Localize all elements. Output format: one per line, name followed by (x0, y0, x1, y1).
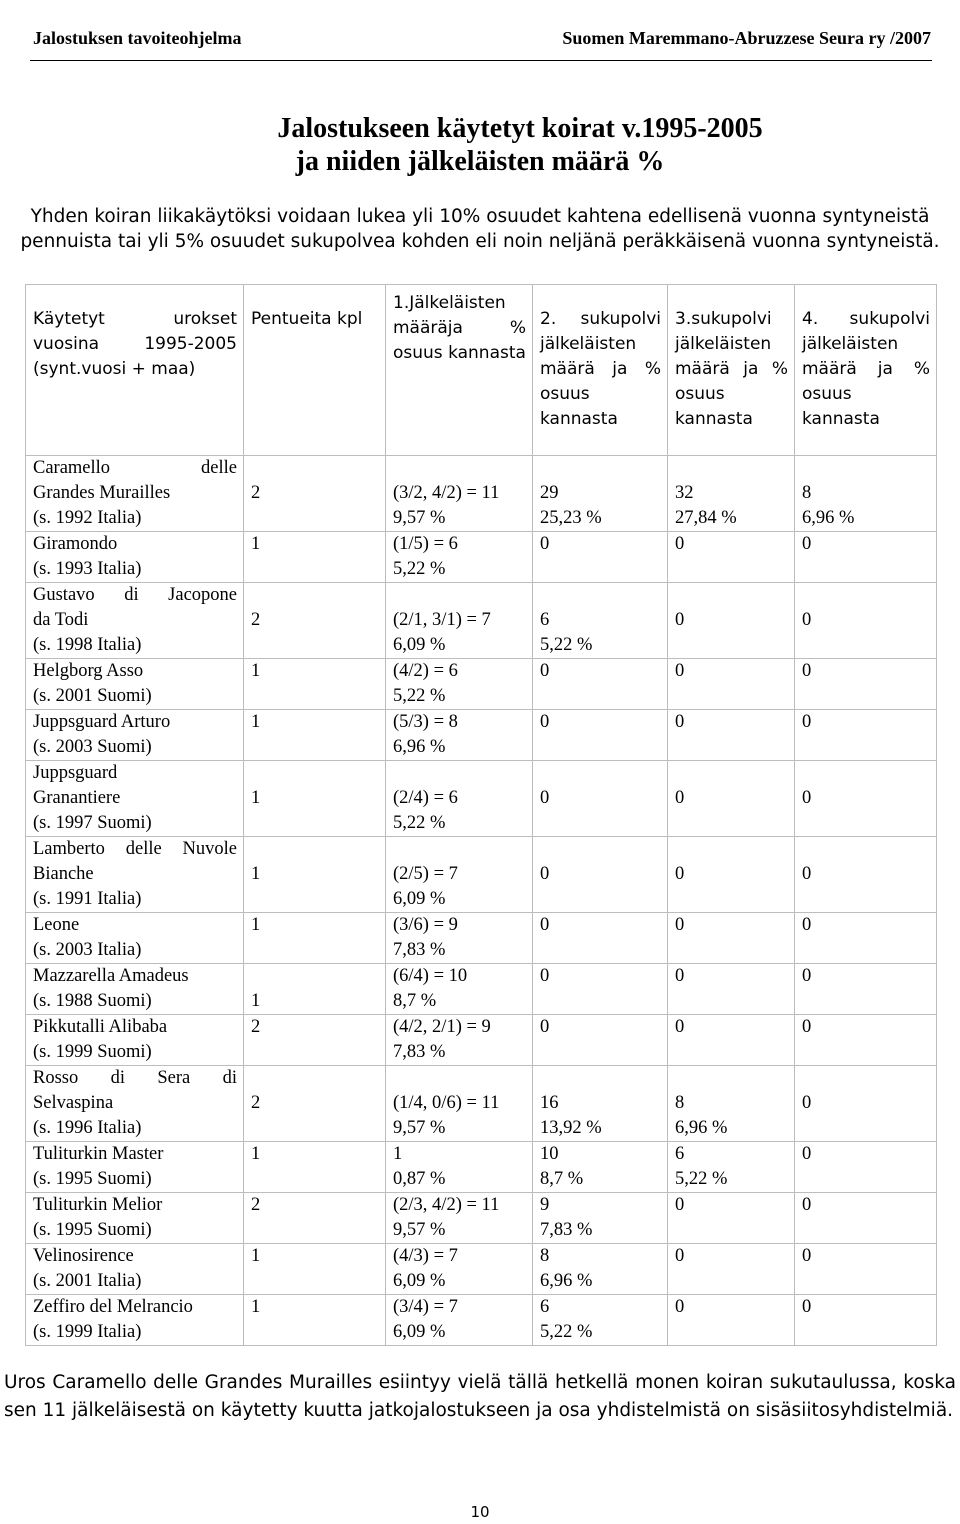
table-header-cell (26, 285, 244, 456)
g2-line: 0 (540, 966, 550, 986)
g2-cell (533, 532, 668, 583)
g2-line: 8,7 % (540, 1169, 584, 1189)
g1-line: (3/4) = 7 (393, 1297, 458, 1317)
g1-line: 9,57 % (393, 508, 446, 528)
dog-name-line: Grandes Murailles (33, 483, 171, 503)
g1-line: (1/4, 0/6) = 11 (393, 1093, 500, 1113)
g1-line: 5,22 % (393, 686, 446, 706)
table-header-cell (668, 285, 795, 456)
intro-line-2: pennuista tai yli 5% osuudet sukupolvea kohden eli noin neljänä peräkkäisenä vuonna syntyneistä. (20, 231, 940, 252)
g4-line: 8 (802, 483, 812, 503)
dog-name-line: (s. 1997 Suomi) (33, 813, 152, 833)
g3-line: 32 (675, 483, 694, 503)
g1-cell (386, 1244, 533, 1295)
litters-value: 2 (251, 483, 261, 503)
g4-line: 0 (802, 1093, 812, 1113)
table-header-text: 2. sukupolvi jälkeläisten määrä ja % osuus kannasta (540, 309, 661, 429)
g1-line: (6/4) = 10 (393, 966, 468, 986)
g1-line: 6,09 % (393, 889, 446, 909)
litters-cell (244, 1244, 386, 1295)
g1-line: (4/3) = 7 (393, 1246, 458, 1266)
g2-cell (533, 964, 668, 1015)
g4-cell (795, 659, 937, 710)
dog-name-line: (s. 1992 Italia) (33, 508, 142, 528)
g3-cell (668, 964, 795, 1015)
g2-cell (533, 456, 668, 532)
g1-cell (386, 1066, 533, 1142)
g2-line: 0 (540, 534, 550, 554)
g2-line: 0 (540, 788, 550, 808)
g2-line: 6 (540, 610, 550, 630)
dog-name-cell (26, 1295, 244, 1346)
dog-name-line: Pikkutalli Alibaba (33, 1017, 168, 1037)
header-divider (30, 60, 932, 61)
dog-name-line: (s. 1995 Suomi) (33, 1169, 152, 1189)
g1-cell (386, 456, 533, 532)
dog-name-line: (s. 1996 Italia) (33, 1118, 142, 1138)
g3-cell (668, 456, 795, 532)
dog-name-line: Gustavo di Jacopone (33, 585, 237, 605)
dog-name-cell (26, 1244, 244, 1295)
litters-value: 1 (251, 1246, 261, 1266)
g2-line: 6 (540, 1297, 550, 1317)
g3-line: 0 (675, 966, 685, 986)
g4-cell (795, 913, 937, 964)
table-header-text: 4. sukupolvi jälkeläisten määrä ja % osuus kannasta (802, 309, 930, 429)
dog-name-line: (s. 2001 Suomi) (33, 686, 152, 706)
table-row (26, 532, 937, 583)
litters-cell (244, 761, 386, 837)
g1-line: 6,09 % (393, 1271, 446, 1291)
g1-cell (386, 1142, 533, 1193)
g1-line: 0,87 % (393, 1169, 446, 1189)
g3-cell (668, 761, 795, 837)
g4-cell (795, 761, 937, 837)
dog-name-line: Helgborg Asso (33, 661, 144, 681)
dog-name-cell (26, 456, 244, 532)
g2-cell (533, 1066, 668, 1142)
g2-line: 8 (540, 1246, 550, 1266)
g3-line: 8 (675, 1093, 685, 1113)
dog-name-line: (s. 2003 Italia) (33, 940, 142, 960)
dog-name-line: Juppsguard (33, 763, 118, 783)
dog-name-cell (26, 837, 244, 913)
dog-name-line: (s. 1999 Suomi) (33, 1042, 152, 1062)
litters-value: 1 (251, 712, 261, 732)
dog-name-line: Caramello delle (33, 458, 237, 478)
litters-value: 1 (251, 534, 261, 554)
g3-line: 0 (675, 915, 685, 935)
g4-cell (795, 1066, 937, 1142)
dog-name-cell (26, 964, 244, 1015)
litters-value: 2 (251, 1195, 261, 1215)
g1-line: 7,83 % (393, 940, 446, 960)
g3-line: 0 (675, 610, 685, 630)
litters-value: 1 (251, 788, 261, 808)
g4-line: 0 (802, 1017, 812, 1037)
g3-cell (668, 1142, 795, 1193)
g1-line: 6,09 % (393, 635, 446, 655)
g2-cell (533, 1193, 668, 1244)
dog-name-line: Mazzarella Amadeus (33, 966, 189, 986)
g1-cell (386, 659, 533, 710)
litters-cell (244, 913, 386, 964)
g4-cell (795, 1244, 937, 1295)
table-header-cell (386, 285, 533, 456)
g2-cell (533, 913, 668, 964)
g2-line: 29 (540, 483, 559, 503)
dog-name-line: Bianche (33, 864, 94, 884)
litters-cell (244, 583, 386, 659)
g4-cell (795, 1193, 937, 1244)
g2-cell (533, 837, 668, 913)
page-subtitle: ja niiden jälkeläisten määrä % (295, 146, 665, 177)
g4-line: 0 (802, 712, 812, 732)
dog-name-line: Rosso di Sera di (33, 1068, 237, 1088)
breeding-table (25, 284, 937, 1346)
dog-name-cell (26, 710, 244, 761)
dog-name-cell (26, 583, 244, 659)
g1-line: (1/5) = 6 (393, 534, 458, 554)
g2-cell (533, 761, 668, 837)
dog-name-cell (26, 1015, 244, 1066)
g1-line: (5/3) = 8 (393, 712, 458, 732)
dog-name-line: (s. 1998 Italia) (33, 635, 142, 655)
dog-name-line: Tuliturkin Melior (33, 1195, 163, 1215)
litters-cell (244, 1295, 386, 1346)
dog-name-line: Selvaspina (33, 1093, 114, 1113)
g3-line: 0 (675, 788, 685, 808)
g2-line: 5,22 % (540, 1322, 593, 1342)
g1-line: 8,7 % (393, 991, 437, 1011)
page-title: Jalostukseen käytetyt koirat v.1995-2005 (277, 113, 763, 144)
g2-cell (533, 1295, 668, 1346)
g2-cell (533, 1244, 668, 1295)
g2-line: 9 (540, 1195, 550, 1215)
g1-cell (386, 532, 533, 583)
g3-line: 0 (675, 1017, 685, 1037)
g1-cell (386, 761, 533, 837)
dog-name-line: Tuliturkin Master (33, 1144, 164, 1164)
g3-cell (668, 532, 795, 583)
g4-line: 0 (802, 1195, 812, 1215)
g3-cell (668, 1193, 795, 1244)
g2-line: 16 (540, 1093, 559, 1113)
table-row (26, 710, 937, 761)
g1-line: (2/3, 4/2) = 11 (393, 1195, 500, 1215)
page-number: 10 (470, 1503, 490, 1521)
g2-line: 6,96 % (540, 1271, 593, 1291)
dog-name-line: Leone (33, 915, 80, 935)
dog-name-line: (s. 2003 Suomi) (33, 737, 152, 757)
table-row (26, 1142, 937, 1193)
dog-name-line: (s. 1995 Suomi) (33, 1220, 152, 1240)
g3-cell (668, 1066, 795, 1142)
table-row (26, 456, 937, 532)
table-row (26, 1066, 937, 1142)
g1-line: (4/2) = 6 (393, 661, 458, 681)
dog-name-line: (s. 1988 Suomi) (33, 991, 152, 1011)
g3-cell (668, 710, 795, 761)
litters-value: 2 (251, 1017, 261, 1037)
g4-line: 0 (802, 534, 812, 554)
litters-value: 1 (251, 991, 261, 1011)
litters-value: 2 (251, 1093, 261, 1113)
litters-cell (244, 710, 386, 761)
intro-paragraph (0, 204, 960, 254)
g3-line: 6 (675, 1144, 685, 1164)
litters-value: 1 (251, 864, 261, 884)
g4-line: 6,96 % (802, 508, 855, 528)
dog-name-line: Lamberto delle Nuvole (33, 839, 237, 859)
table-row (26, 913, 937, 964)
dog-name-line: (s. 2001 Italia) (33, 1271, 142, 1291)
g2-line: 10 (540, 1144, 559, 1164)
g3-line: 0 (675, 661, 685, 681)
g2-cell (533, 710, 668, 761)
litters-cell (244, 659, 386, 710)
g4-cell (795, 532, 937, 583)
g1-line: (4/2, 2/1) = 9 (393, 1017, 491, 1037)
g3-cell (668, 837, 795, 913)
litters-value: 1 (251, 915, 261, 935)
table-header-text: Käytetyt urokset vuosina 1995-2005 (synt.vuosi + maa) (33, 309, 237, 379)
table-row (26, 1295, 937, 1346)
g1-line: 6,96 % (393, 737, 446, 757)
dog-name-cell (26, 532, 244, 583)
g4-cell (795, 837, 937, 913)
g1-line: (2/5) = 7 (393, 864, 458, 884)
g2-line: 0 (540, 1017, 550, 1037)
g1-line: (2/1, 3/1) = 7 (393, 610, 491, 630)
g4-cell (795, 964, 937, 1015)
g2-cell (533, 1142, 668, 1193)
table-row (26, 659, 937, 710)
g3-line: 0 (675, 864, 685, 884)
g2-line: 0 (540, 661, 550, 681)
litters-cell (244, 1142, 386, 1193)
g4-line: 0 (802, 966, 812, 986)
g1-line: (2/4) = 6 (393, 788, 458, 808)
g1-line: 9,57 % (393, 1220, 446, 1240)
g2-cell (533, 659, 668, 710)
g4-cell (795, 456, 937, 532)
g1-cell (386, 1015, 533, 1066)
g4-cell (795, 1015, 937, 1066)
g3-line: 0 (675, 1297, 685, 1317)
g4-line: 0 (802, 610, 812, 630)
g1-line: (3/6) = 9 (393, 915, 458, 935)
g2-cell (533, 1015, 668, 1066)
g1-line: 6,09 % (393, 1322, 446, 1342)
litters-cell (244, 1066, 386, 1142)
litters-cell (244, 1015, 386, 1066)
g4-line: 0 (802, 1246, 812, 1266)
dog-name-line: Juppsguard Arturo (33, 712, 171, 732)
litters-cell (244, 532, 386, 583)
table-header-text: Pentueita kpl (251, 309, 363, 329)
table-header-cell (795, 285, 937, 456)
litters-value: 1 (251, 661, 261, 681)
litters-cell (244, 1193, 386, 1244)
g1-cell (386, 1193, 533, 1244)
g3-line: 27,84 % (675, 508, 737, 528)
g3-line: 0 (675, 1195, 685, 1215)
dog-name-line: Zeffiro del Melrancio (33, 1297, 193, 1317)
g3-cell (668, 1295, 795, 1346)
g4-line: 0 (802, 1144, 812, 1164)
g1-cell (386, 837, 533, 913)
g4-cell (795, 1295, 937, 1346)
g4-line: 0 (802, 1297, 812, 1317)
table-row (26, 964, 937, 1015)
litters-cell (244, 837, 386, 913)
g4-line: 0 (802, 661, 812, 681)
g4-line: 0 (802, 915, 812, 935)
table-header-text: 1.Jälkeläisten määräja % osuus kannasta (393, 293, 526, 363)
table-header-cell (244, 285, 386, 456)
g2-line: 7,83 % (540, 1220, 593, 1240)
table-header-row (26, 285, 937, 456)
litters-cell (244, 964, 386, 1015)
g2-cell (533, 583, 668, 659)
g2-line: 0 (540, 915, 550, 935)
g1-line: 7,83 % (393, 1042, 446, 1062)
g2-line: 13,92 % (540, 1118, 602, 1138)
litters-cell (244, 456, 386, 532)
g2-line: 0 (540, 712, 550, 732)
g3-line: 0 (675, 1246, 685, 1266)
dog-name-line: Giramondo (33, 534, 118, 554)
g1-cell (386, 1295, 533, 1346)
litters-value: 1 (251, 1297, 261, 1317)
table-row (26, 583, 937, 659)
dog-name-line: (s. 1993 Italia) (33, 559, 142, 579)
g1-line: 5,22 % (393, 559, 446, 579)
g1-line: 5,22 % (393, 813, 446, 833)
table-row (26, 1193, 937, 1244)
litters-value: 1 (251, 1144, 261, 1164)
g4-cell (795, 710, 937, 761)
g4-line: 0 (802, 788, 812, 808)
g1-cell (386, 583, 533, 659)
dog-name-cell (26, 1066, 244, 1142)
g3-line: 6,96 % (675, 1118, 728, 1138)
g4-cell (795, 1142, 937, 1193)
g3-cell (668, 1244, 795, 1295)
litters-value: 2 (251, 610, 261, 630)
table-row (26, 761, 937, 837)
g2-line: 0 (540, 864, 550, 884)
dog-name-cell (26, 913, 244, 964)
g2-line: 25,23 % (540, 508, 602, 528)
table-row (26, 837, 937, 913)
intro-line-1: Yhden koiran liikakäytöksi voidaan lukea yli 10% osuudet kahtena edellisenä vuonna syntyneistä (30, 206, 930, 227)
g3-cell (668, 913, 795, 964)
table-header-text: 3.sukupolvi jälkeläisten määrä ja % osuus kannasta (675, 309, 788, 429)
dog-name-cell (26, 659, 244, 710)
dog-name-line: (s. 1999 Italia) (33, 1322, 142, 1342)
g4-line: 0 (802, 864, 812, 884)
footer-paragraph: Uros Caramello delle Grandes Murailles esiintyy vielä tällä hetkellä monen koiran sukutaulussa, koska sen 11 jälkeläisestä on käytetty kuutta jatkojalostukseen ja osa yhdistelmistä on sisäsiitosyhdistelmiä. (4, 1372, 956, 1421)
dog-name-line: da Todi (33, 610, 89, 630)
g3-line: 5,22 % (675, 1169, 728, 1189)
g1-cell (386, 964, 533, 1015)
table-row (26, 1244, 937, 1295)
g3-cell (668, 583, 795, 659)
g1-line: 9,57 % (393, 1118, 446, 1138)
dog-name-cell (26, 761, 244, 837)
dog-name-cell (26, 1193, 244, 1244)
g1-cell (386, 913, 533, 964)
g2-line: 5,22 % (540, 635, 593, 655)
dog-name-line: (s. 1991 Italia) (33, 889, 142, 909)
dog-name-line: Velinosirence (33, 1246, 134, 1266)
g3-line: 0 (675, 712, 685, 732)
table-row (26, 1015, 937, 1066)
g3-line: 0 (675, 534, 685, 554)
header-left: Jalostuksen tavoiteohjelma (33, 28, 242, 48)
dog-name-cell (26, 1142, 244, 1193)
g1-line: (3/2, 4/2) = 11 (393, 483, 500, 503)
table-header-cell (533, 285, 668, 456)
g3-cell (668, 659, 795, 710)
g3-cell (668, 1015, 795, 1066)
g1-cell (386, 710, 533, 761)
g4-cell (795, 583, 937, 659)
g1-line: 1 (393, 1144, 403, 1164)
header-right: Suomen Maremmano-Abruzzese Seura ry /2007 (562, 28, 931, 48)
dog-name-line: Granantiere (33, 788, 121, 808)
